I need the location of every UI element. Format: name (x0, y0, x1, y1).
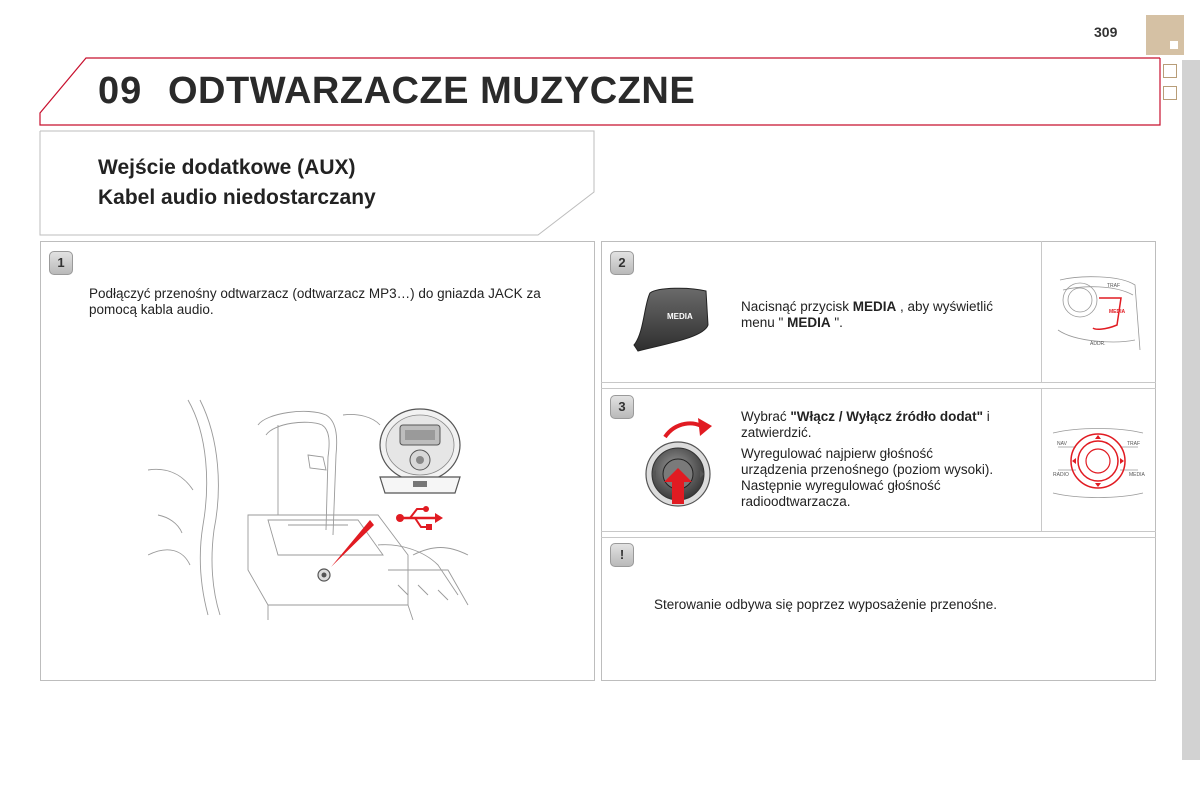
inset-traf-label: TRAF (1107, 283, 1121, 289)
controls-inset-illustration (1048, 425, 1148, 500)
usb-icon (395, 505, 443, 531)
divider (1041, 241, 1042, 382)
inset-media-label: MEDIA (1109, 309, 1126, 315)
step-3-instruction: Wybrać "Włącz / Wyłącz źródło dodat" i zatwierdzić. (741, 409, 990, 440)
chapter-number: 09 (98, 70, 143, 112)
step-1-badge: 1 (49, 251, 73, 275)
warning-badge: ! (610, 543, 634, 567)
mp3-player-illustration (375, 405, 465, 505)
divider (601, 537, 1156, 538)
rotary-knob-illustration (640, 412, 720, 517)
media-button-label: MEDIA (667, 312, 693, 321)
step-3-badge: 3 (610, 395, 634, 419)
step-3-volume-text: Wyregulować najpierw głośność urządzenia przenośnego (poziom wysoki). Następnie wyregulować głośność radioodtwarzacza. (741, 446, 994, 509)
chapter-title: ODTWARZACZE MUZYCZNE (168, 70, 696, 112)
divider (601, 388, 1156, 389)
divider (601, 382, 1156, 383)
divider (601, 531, 1156, 532)
inset-nav-label: NAV (1057, 441, 1067, 447)
inset-traf-label: TRAF (1127, 441, 1141, 447)
inset-radio-label: RADIO (1053, 472, 1069, 478)
warning-text: Sterowanie odbywa się poprzez wyposażenie przenośne. (654, 597, 997, 612)
inset-addr-label: ADDR. (1090, 341, 1106, 347)
section-subtitle: Kabel audio niedostarczany (98, 186, 376, 209)
page-number: 309 (1094, 24, 1118, 40)
section-title: Wejście dodatkowe (AUX) (98, 156, 356, 179)
step-1-text: Podłączyć przenośny odtwarzacz (odtwarzacz MP3…) do gniazda JACK za pomocą kabla audio. (89, 286, 541, 317)
divider (1041, 389, 1042, 531)
inset-media-label: MEDIA (1129, 472, 1145, 478)
step-2-badge: 2 (610, 251, 634, 275)
step-2-text: Nacisnąć przycisk MEDIA , aby wyświetlić menu " MEDIA ". (741, 299, 994, 330)
